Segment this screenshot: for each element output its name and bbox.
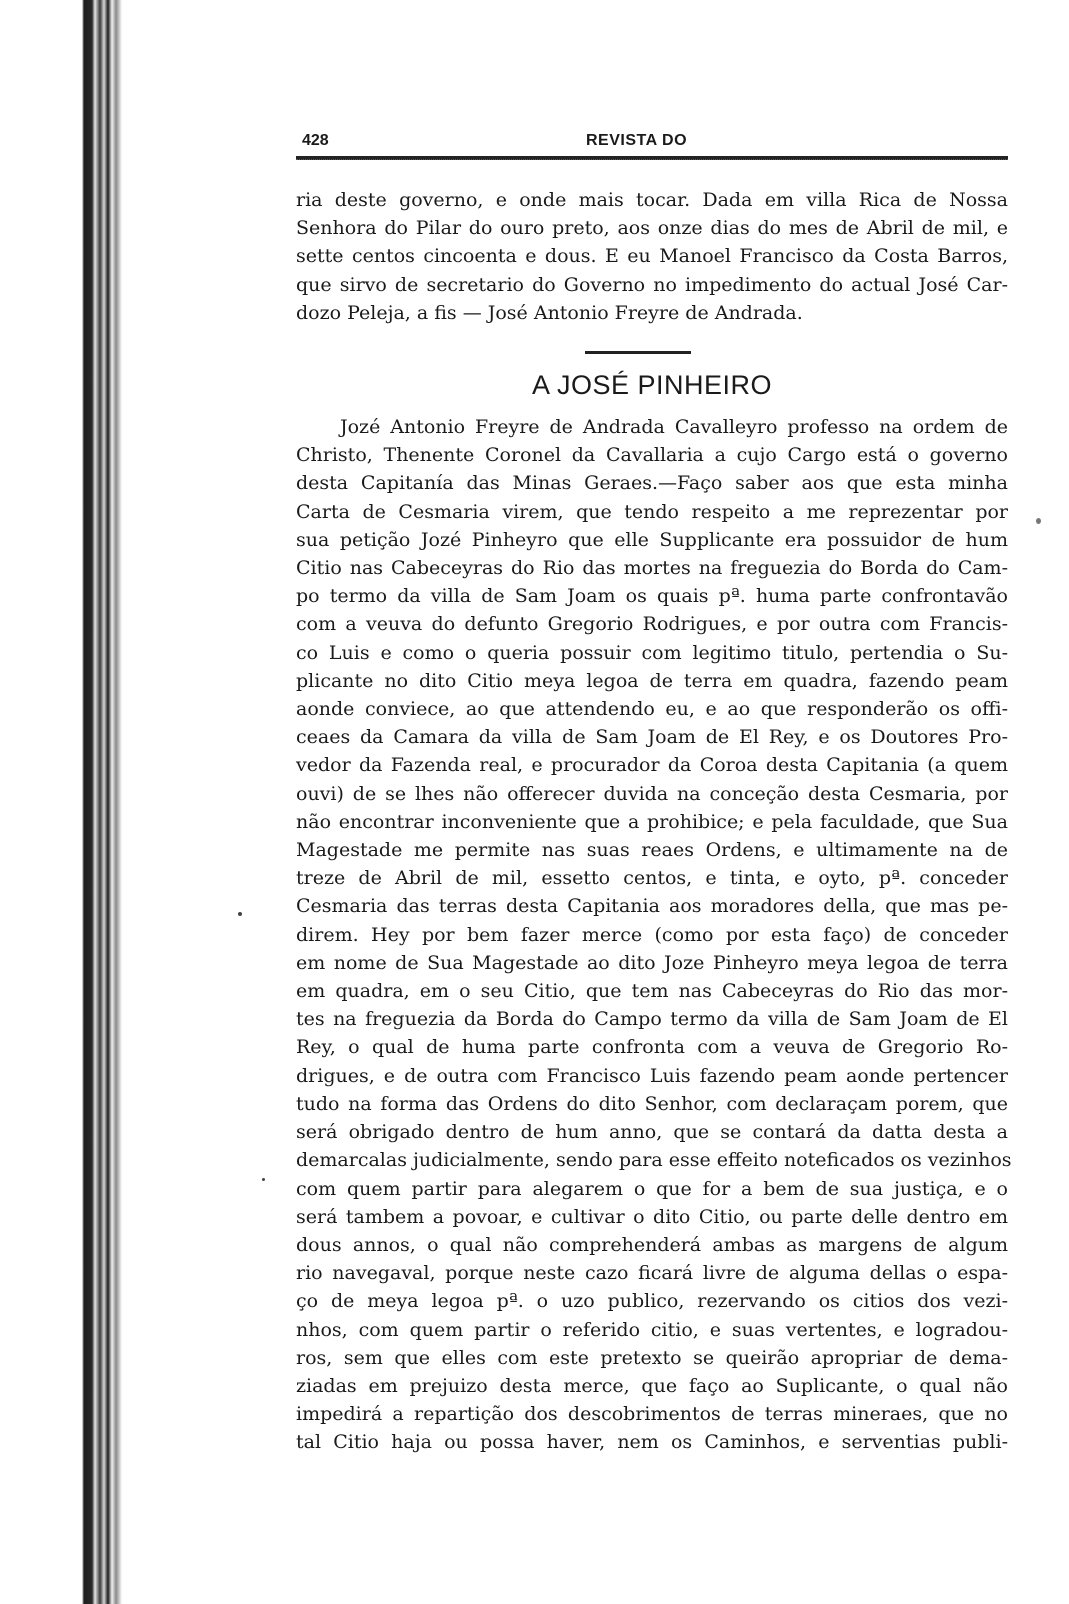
text-line: dous annos, o qual não comprehenderá ambas as margens de algum — [296, 1233, 1008, 1256]
text-line: sua petição Jozé Pinheyro que elle Supplicante era possuidor de hum — [296, 528, 1008, 551]
scan-speck — [238, 912, 242, 916]
text-line: será obrigado dentro de hum anno, que se contará da datta desta a — [296, 1121, 1008, 1144]
text-line: Carta de Cesmaria virem, que tendo respeito a me reprezentar por — [296, 500, 1008, 523]
text-line: rio navegaval, porque neste cazo ficará livre de alguma dellas o espa- — [296, 1262, 1008, 1285]
text-line: Senhora do Pilar do ouro preto, aos onze dias do mes de Abril de mil, e — [296, 217, 1008, 240]
text-line: com a veuva do defunto Gregorio Rodrigues, e por outra com Francis- — [296, 613, 1008, 636]
text-line: Christo, Thenente Coronel da Cavallaria a cujo Cargo está o governo — [296, 444, 1008, 467]
text-line: em quadra, em o seu Citio, que tem nas Cabeceyras do Rio das mor- — [296, 980, 1008, 1003]
text-line: impedirá a repartição dos descobrimentos de terras mineraes, que no — [296, 1403, 1008, 1426]
text-line: drigues, e de outra com Francisco Luis fazendo peam aonde pertencer — [296, 1064, 1008, 1087]
text-line: não encontrar inconveniente que a prohibice; e pela faculdade, que Sua — [296, 810, 1008, 833]
text-line: tal Citio haja ou possa haver, nem os Caminhos, e serventias publi- — [296, 1431, 1008, 1454]
text-line: Magestade me permite nas suas reaes Ordens, e ultimamente na de — [296, 839, 1008, 862]
section-title: A JOSÉ PINHEIRO — [531, 370, 773, 401]
text-line: co Luis e como o queria possuir com legitimo titulo, pertendia o Su- — [296, 641, 1008, 664]
text-line: Jozé Antonio Freyre de Andrada Cavalleyro professo na ordem de — [340, 416, 1008, 439]
text-line: direm. Hey por bem fazer merce (como por esta faço) de conceder — [296, 923, 1008, 946]
text-line: ros, sem que elles com este pretexto se queirão apropriar de dema- — [296, 1346, 1008, 1369]
text-line: desta Capitanía das Minas Geraes.—Faço saber aos que esta minha — [296, 472, 1008, 495]
text-line: será tambem a povoar, e cultivar o dito Citio, ou parte delle dentro em — [296, 1205, 1008, 1228]
text-line: vedor da Fazenda real, e procurador da Coroa desta Capitania (a quem — [296, 754, 1008, 777]
text-line: ria deste governo, e onde mais tocar. Dada em villa Rica de Nossa — [296, 189, 1008, 211]
text-line: treze de Abril de mil, essetto centos, e tinta, e oyto, pª. conceder — [296, 867, 1008, 890]
text-line: sette centos cincoenta e dous. E eu Manoel Francisco da Costa Barros, — [296, 245, 1008, 268]
intro-paragraph — [296, 186, 1008, 327]
page-header — [296, 128, 1008, 154]
text-line: Citio nas Cabeceyras do Rio das mortes na freguezia do Borda do Cam- — [296, 557, 1008, 580]
text-line: tes na freguezia da Borda do Campo termo da villa de Sam Joam de El — [296, 1008, 1008, 1031]
book-binding-edge — [0, 0, 122, 1604]
text-line: Rey, o qual de huma parte confronta com a veuva de Gregorio Ro- — [296, 1036, 1008, 1059]
text-line: dozo Peleja, a fis — José Antonio Freyre de Andrada. — [296, 301, 803, 324]
header-rule — [296, 156, 1008, 160]
section-divider — [585, 351, 691, 354]
scan-speck — [1036, 518, 1041, 524]
text-line: ouvi) de se lhes não offerecer duvida na conceção desta Cesmaria, por — [296, 782, 1008, 805]
text-line: Cesmaria das terras desta Capitania aos moradores della, que mas pe- — [296, 895, 1008, 918]
running-title: REVISTA DO — [586, 132, 688, 149]
text-line: ziadas em prejuizo desta merce, que faço ao Suplicante, o qual não — [296, 1374, 1008, 1397]
text-line: aonde conviece, ao que attendendo eu, e ao que responderão os offi- — [296, 698, 1008, 721]
text-line: tudo na forma das Ordens do dito Senhor, com declaraçam porem, que — [296, 1092, 1008, 1115]
text-line: com quem partir para alegarem o que for a bem de sua justiça, e o — [296, 1177, 1008, 1200]
page-number: 428 — [302, 132, 329, 149]
text-line: que sirvo de secretario do Governo no impedimento do actual José Car- — [296, 273, 1008, 296]
text-line: ço de meya legoa pª. o uzo publico, rezervando os citios dos vezi- — [296, 1290, 1008, 1313]
body-paragraph — [296, 413, 1012, 1457]
text-line: em nome de Sua Magestade ao dito Joze Pinheyro meya legoa de terra — [296, 951, 1008, 974]
text-line: demarcalas judicialmente, sendo para esse effeito noteficados os vezinhos — [296, 1149, 1012, 1172]
book-page — [296, 128, 1012, 1457]
text-line: nhos, com quem partir o referido citio, e suas vertentes, e logradou- — [296, 1318, 1008, 1341]
text-line: ceaes da Camara da villa de Sam Joam de El Rey, e os Doutores Pro- — [296, 726, 1008, 749]
text-line: po termo da villa de Sam Joam os quais pª. huma parte confrontavão — [296, 585, 1008, 608]
scan-speck — [262, 1178, 265, 1181]
text-line: plicante no dito Citio meya legoa de terra em quadra, fazendo peam — [296, 669, 1008, 692]
